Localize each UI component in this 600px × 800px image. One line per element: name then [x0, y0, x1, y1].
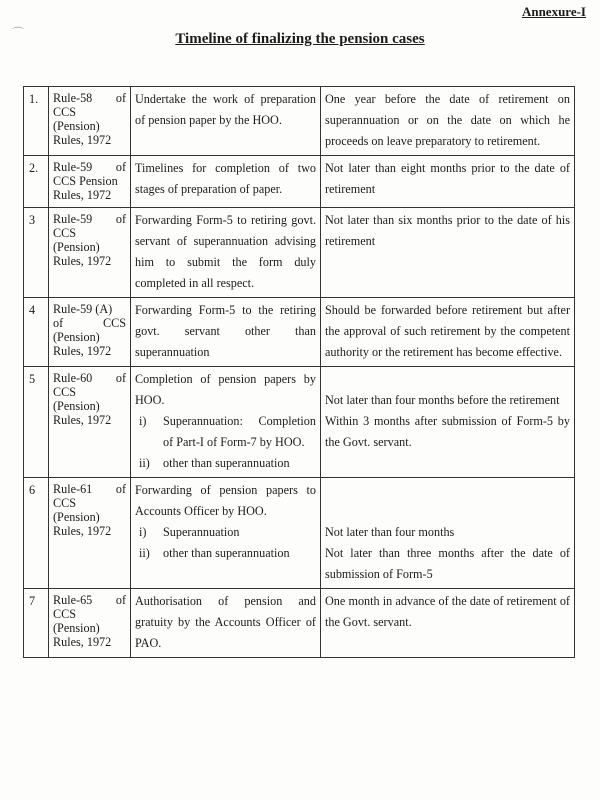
- row-number: 7: [24, 589, 49, 658]
- rule-of: of: [115, 482, 126, 496]
- rule-line: Rules, 1972: [53, 188, 112, 202]
- rule-reference: [53, 480, 126, 540]
- rule-line: (Pension): [53, 330, 100, 344]
- row-number: 6: [24, 478, 49, 589]
- action-text: Forwarding Form-5 to retiring govt. servant of superannuation advising him to submit the form duly completed in all respect.: [135, 213, 316, 290]
- rule-line: [53, 316, 126, 330]
- rule-name: Rule-65: [53, 593, 93, 607]
- action-cell: [131, 156, 321, 208]
- rule-line: (Pension): [53, 621, 100, 635]
- rule-top-line: [53, 160, 126, 174]
- timeline-cell: [321, 156, 575, 208]
- rule-reference: [53, 210, 126, 270]
- rule-reference: [53, 300, 126, 360]
- action-cell: [131, 298, 321, 367]
- timeline-cell: [321, 367, 575, 478]
- rule-cell: [49, 478, 131, 589]
- scan-mark: ⌒: [12, 26, 25, 40]
- timeline-text: Not later than eight months prior to the date of retirement: [325, 161, 570, 196]
- rule-line: CCS: [53, 105, 77, 119]
- action-heading: Forwarding of pension papers to Accounts Officer by HOO.: [135, 483, 316, 518]
- row-number: 2.: [24, 156, 49, 208]
- rule-line: (Pension): [53, 240, 100, 254]
- rule-line: (Pension): [53, 119, 100, 133]
- action-subitem: [135, 453, 316, 474]
- row-number: 3: [24, 208, 49, 298]
- action-cell: [131, 367, 321, 478]
- timeline-cell: [321, 589, 575, 658]
- spacer: [325, 480, 570, 501]
- annexure-label: Annexure-I: [521, 4, 586, 19]
- rule-top-line: [53, 212, 126, 226]
- table-row: [24, 367, 575, 478]
- rule-reference: [53, 89, 126, 149]
- rule-of: of: [115, 371, 126, 385]
- action-cell: [131, 208, 321, 298]
- rule-of: of: [115, 593, 126, 607]
- action-cell: [131, 478, 321, 589]
- rule-line: Rules, 1972: [53, 524, 112, 538]
- row-number: 4: [24, 298, 49, 367]
- rule-reference: [53, 591, 126, 651]
- rule-cell: [49, 156, 131, 208]
- rule-name: Rule-61: [53, 482, 93, 496]
- rule-name: Rule-59: [53, 212, 93, 226]
- action-subitem: [135, 522, 316, 543]
- action-heading: Completion of pension papers by HOO.: [135, 372, 316, 407]
- rule-cell: [49, 589, 131, 658]
- rule-word: CCS: [102, 316, 126, 330]
- rule-cell: [49, 87, 131, 156]
- rule-of: of: [115, 160, 126, 174]
- pension-timeline-table: [23, 86, 575, 658]
- action-subitem: [135, 411, 316, 453]
- rule-line: Rules, 1972: [53, 635, 112, 649]
- action-subitem-text: Superannuation: Completion of Part-I of Form-7 by HOO.: [163, 414, 316, 449]
- row-number: 5: [24, 367, 49, 478]
- timeline-cell: [321, 208, 575, 298]
- rule-cell: [49, 298, 131, 367]
- table-row: [24, 156, 575, 208]
- action-cell: [131, 87, 321, 156]
- timeline-cell: [321, 87, 575, 156]
- row-number: 1.: [24, 87, 49, 156]
- rule-line: Rules, 1972: [53, 133, 112, 147]
- action-subitem-label: ii): [139, 456, 150, 470]
- action-text: Timelines for completion of two stages of preparation of paper.: [135, 161, 316, 196]
- rule-line: (Pension): [53, 510, 100, 524]
- rule-cell: [49, 208, 131, 298]
- timeline-text: Not later than six months prior to the date of his retirement: [325, 213, 570, 248]
- rule-top-line: [53, 593, 126, 607]
- table-row: [24, 298, 575, 367]
- timeline-text: One year before the date of retirement on superannuation or on the date on which he proceeds on leave preparatory to retirement.: [325, 92, 570, 148]
- rule-name: Rule-59 (A): [53, 302, 113, 316]
- rule-top-line: [53, 371, 126, 385]
- rule-line: Rules, 1972: [53, 344, 112, 358]
- timeline-cell: [321, 298, 575, 367]
- rule-of: of: [115, 212, 126, 226]
- action-subitem-label: ii): [139, 546, 150, 560]
- action-subitem-text: other than superannuation: [163, 546, 290, 560]
- table-row: [24, 87, 575, 156]
- action-subitem-label: i): [139, 525, 147, 539]
- rule-top-line: [53, 91, 126, 105]
- rule-name: Rule-59: [53, 160, 93, 174]
- rule-line: Rules, 1972: [53, 413, 112, 427]
- rule-of: of: [115, 91, 126, 105]
- table-row: [24, 478, 575, 589]
- rule-line: (Pension): [53, 399, 100, 413]
- action-text: Forwarding Form-5 to the retiring govt. servant other than superannuation: [135, 303, 316, 359]
- timeline-item: Not later than four months before the retirement: [325, 393, 560, 407]
- rule-name: Rule-58: [53, 91, 93, 105]
- rule-line: CCS: [53, 385, 77, 399]
- timeline-item: Not later than four months: [325, 525, 455, 539]
- action-subitem-text: other than superannuation: [163, 456, 290, 470]
- rule-line: CCS: [53, 226, 77, 240]
- spacer: [325, 369, 570, 390]
- table-row: [24, 208, 575, 298]
- timeline-text: One month in advance of the date of retirement of the Govt. servant.: [325, 594, 570, 629]
- rule-name: Rule-60: [53, 371, 93, 385]
- rule-reference: [53, 158, 126, 204]
- timeline-item: Not later than three months after the date of submission of Form-5: [325, 546, 570, 581]
- rule-line: CCS Pension: [53, 174, 118, 188]
- timeline-text: Should be forwarded before retirement but after the approval of such retirement by the competent authority or the retirement has become effective.: [325, 303, 570, 359]
- rule-line: CCS: [53, 607, 77, 621]
- rule-reference: [53, 369, 126, 429]
- page-title: Timeline of finalizing the pension cases: [175, 31, 425, 47]
- spacer: [325, 501, 570, 522]
- timeline-item: Within 3 months after submission of Form-5 by the Govt. servant.: [325, 414, 570, 449]
- action-subitem: [135, 543, 316, 564]
- timeline-cell: [321, 478, 575, 589]
- action-subitem-label: i): [139, 414, 147, 428]
- rule-line: Rules, 1972: [53, 254, 112, 268]
- rule-cell: [49, 367, 131, 478]
- rule-line: CCS: [53, 496, 77, 510]
- rule-word: of: [53, 316, 64, 330]
- action-cell: [131, 589, 321, 658]
- rule-top-line: [53, 482, 126, 496]
- table-body: [24, 87, 575, 658]
- action-subitem-text: Superannuation: [163, 525, 240, 539]
- table-row: [24, 589, 575, 658]
- rule-top-line: [53, 302, 126, 316]
- action-text: Undertake the work of preparation of pension paper by the HOO.: [135, 92, 316, 127]
- action-text: Authorisation of pension and gratuity by the Accounts Officer of PAO.: [135, 594, 316, 650]
